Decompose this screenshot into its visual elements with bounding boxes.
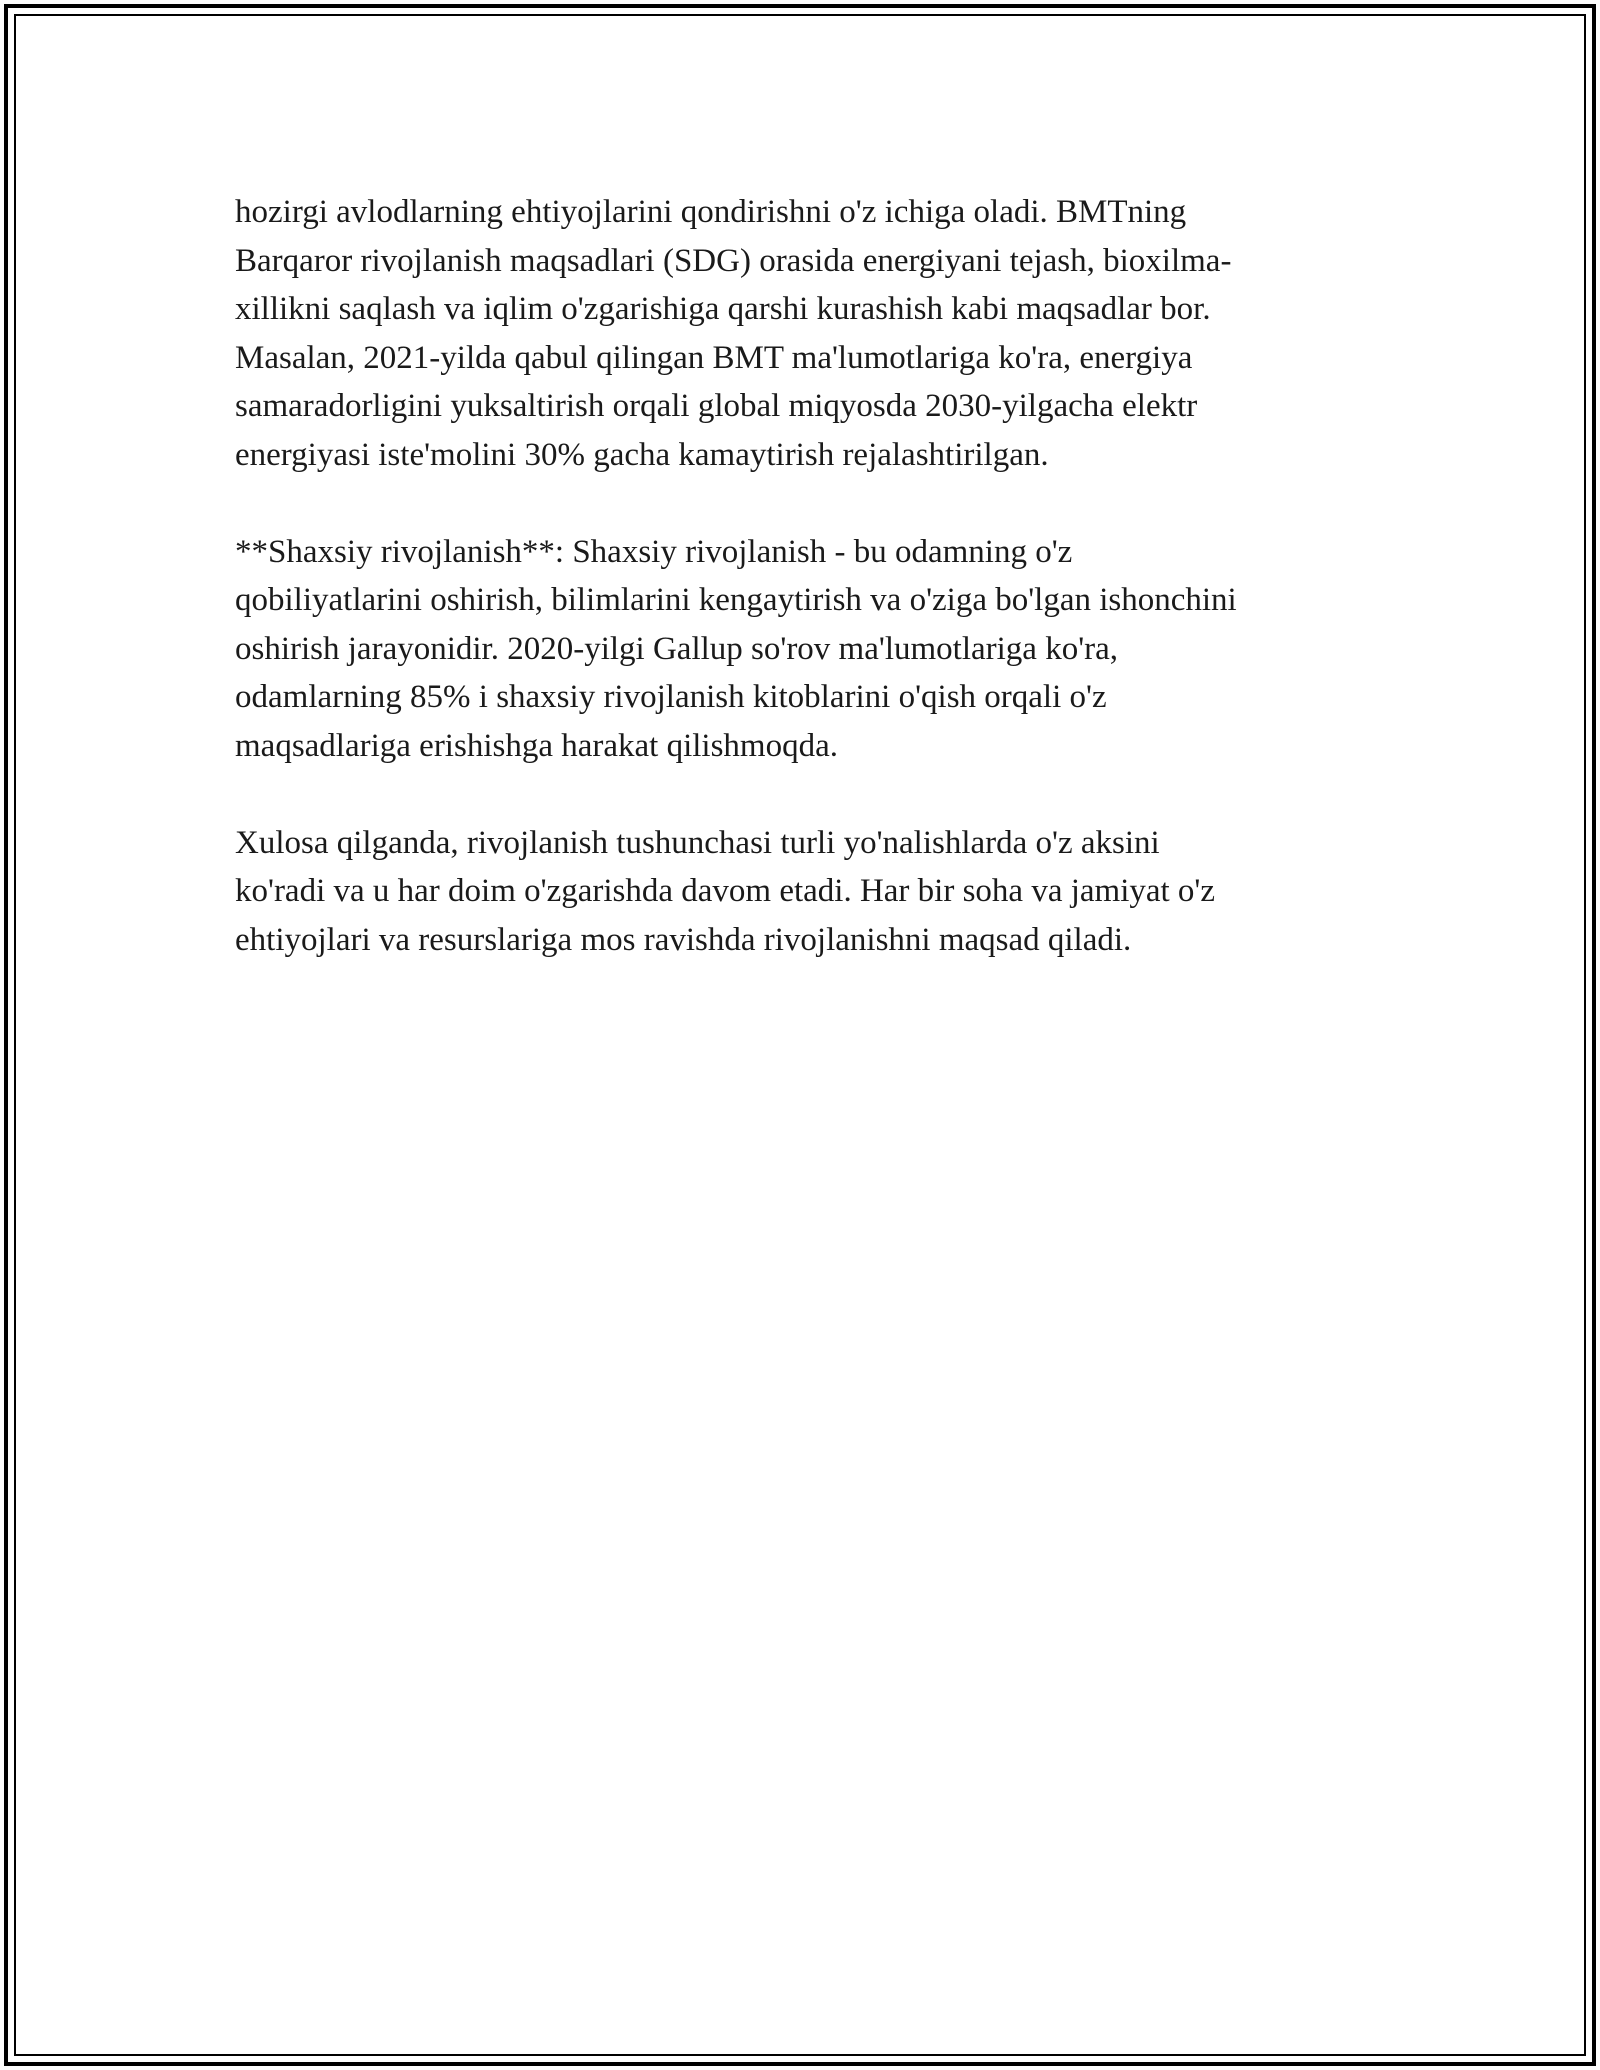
text-line: xillikni saqlash va iqlim o'zgarishiga qarshi kurashish kabi maqsadlar bor. xyxy=(235,291,1211,327)
text-line: **Shaxsiy rivojlanish**: Shaxsiy rivojlanish - bu odamning o'z xyxy=(235,533,1073,570)
text-line: Barqaror rivojlanish maqsadlari (SDG) orasida energiyani tejash, bioxilma- xyxy=(235,242,1232,279)
text-line: maqsadlariga erishishga harakat qilishmoqda. xyxy=(235,727,838,764)
document-body xyxy=(235,188,1375,1013)
text-line: samaradorligini yuksaltirish orqali global miqyosda 2030-yilgacha elektr xyxy=(235,388,1198,424)
text-line: hozirgi avlodlarning ehtiyojlarini qondirishni o'z ichiga oladi. BMTning xyxy=(235,194,1187,230)
paragraph-personal-development xyxy=(235,528,1375,771)
text-line: energiyasi iste'molini 30% gacha kamaytirish rejalashtirilgan. xyxy=(235,436,1049,473)
text-line: oshirish jarayonidir. 2020-yilgi Gallup so'rov ma'lumotlariga ko'ra, xyxy=(235,630,1119,667)
text-line: Xulosa qilganda, rivojlanish tushunchasi turli yo'nalishlarda o'z aksini xyxy=(235,824,1160,861)
paragraph-conclusion xyxy=(235,819,1375,965)
text-line: qobiliyatlarini oshirish, bilimlarini kengaytirish va o'ziga bo'lgan ishonchini xyxy=(235,582,1237,618)
text-line: ehtiyojlari va resurslariga mos ravishda rivojlanishni maqsad qiladi. xyxy=(235,921,1132,958)
text-line: Masalan, 2021-yilda qabul qilingan BMT ma'lumotlariga ko'ra, energiya xyxy=(235,339,1193,376)
text-line: ko'radi va u har doim o'zgarishda davom etadi. Har bir soha va jamiyat o'z xyxy=(235,873,1216,909)
paragraph-sustainability xyxy=(235,188,1375,479)
text-line: odamlarning 85% i shaxsiy rivojlanish kitoblarini o'qish orqali o'z xyxy=(235,679,1107,715)
